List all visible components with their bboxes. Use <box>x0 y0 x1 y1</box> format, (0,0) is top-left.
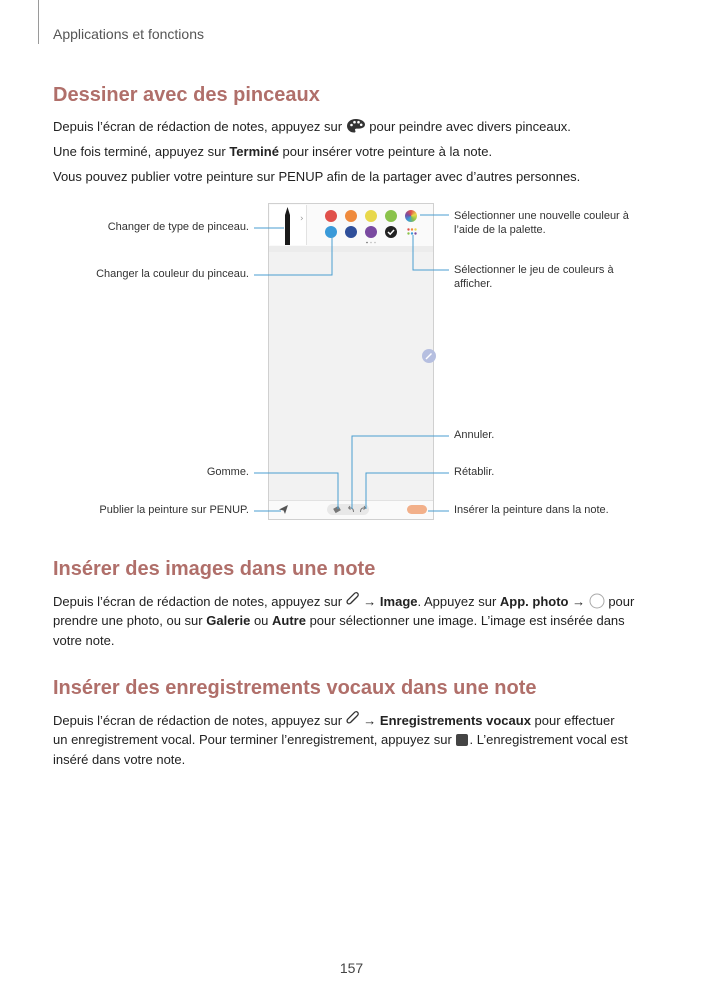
paragraph-images-3: votre note. <box>53 633 115 648</box>
eraser-icon <box>333 505 341 514</box>
paragraph-voice-3: inséré dans votre note. <box>53 752 186 767</box>
margin-rule <box>38 0 39 44</box>
color-dot-blue <box>325 226 337 238</box>
label-brush-color: Changer la couleur du pinceau. <box>96 268 249 280</box>
check-icon <box>386 227 396 237</box>
brush-selector <box>270 205 307 245</box>
color-dot-orange <box>345 210 357 222</box>
color-dot-red <box>325 210 337 222</box>
paragraph-voice-1: Depuis l’écran de rédaction de notes, appuyez sur → Enregistrements vocaux pour effectuer <box>53 710 653 734</box>
label-eraser: Gomme. <box>206 466 249 478</box>
section-header: Applications et fonctions <box>53 26 204 42</box>
heading-brushes: Dessiner avec des pinceaux <box>53 84 320 106</box>
paragraph-brushes-1: Depuis l’écran de rédaction de notes, appuyez sur pour peindre avec divers pinceaux. <box>53 117 653 140</box>
undo-icon <box>347 505 355 514</box>
label-undo: Annuler. <box>454 429 495 441</box>
label-redo: Rétablir. <box>454 466 495 478</box>
heading-voice: Insérer des enregistrements vocaux dans une note <box>53 677 537 699</box>
drawing-toolbar <box>269 500 433 519</box>
page-dots-icon <box>365 241 379 244</box>
paragraph-brushes-2: Une fois terminé, appuyez sur Terminé pour insérer votre peinture à la note. <box>53 144 493 159</box>
floating-pen-icon <box>422 349 436 363</box>
paragraph-voice-2: un enregistrement vocal. Pour terminer l’enregistrement, appuyez sur . L’enregistrement vocal est <box>53 730 653 753</box>
color-dot-yellow <box>365 210 377 222</box>
paragraph-images-1: Depuis l’écran de rédaction de notes, appuyez sur → Image. Appuyez sur App. photo → pour <box>53 591 653 615</box>
color-dot-purple <box>365 226 377 238</box>
color-set-icon <box>407 228 417 236</box>
label-insert: Insérer la peinture dans la note. <box>454 504 609 516</box>
page-number: 157 <box>339 960 364 976</box>
palette-panel <box>269 204 433 247</box>
label-color-set: Sélectionner le jeu de couleurs à afficher. <box>454 264 614 290</box>
redo-icon <box>359 505 367 514</box>
drawing-screen-illustration <box>268 203 434 520</box>
color-dot-green <box>385 210 397 222</box>
paragraph-images-2: prendre une photo, ou sur Galerie ou Autre pour sélectionner une image. L’image est insérée dans <box>53 613 625 628</box>
color-dot-navy <box>345 226 357 238</box>
palette-icon <box>346 118 366 140</box>
brush-icon <box>270 205 306 245</box>
panel-divider <box>269 246 433 252</box>
color-spectrum-icon <box>405 210 417 222</box>
paragraph-brushes-3: Vous pouvez publier votre peinture sur PENUP afin de la partager avec d’autres personnes. <box>53 169 581 184</box>
heading-images: Insérer des images dans une note <box>53 558 376 580</box>
label-new-color: Sélectionner une nouvelle couleur à l’aide de la palette. <box>454 210 629 236</box>
svg-text:›: › <box>300 214 304 224</box>
send-icon <box>279 505 288 514</box>
label-brush-type: Changer de type de pinceau. <box>107 221 249 233</box>
done-button <box>407 505 427 514</box>
label-publish: Publier la peinture sur PENUP. <box>99 504 249 516</box>
